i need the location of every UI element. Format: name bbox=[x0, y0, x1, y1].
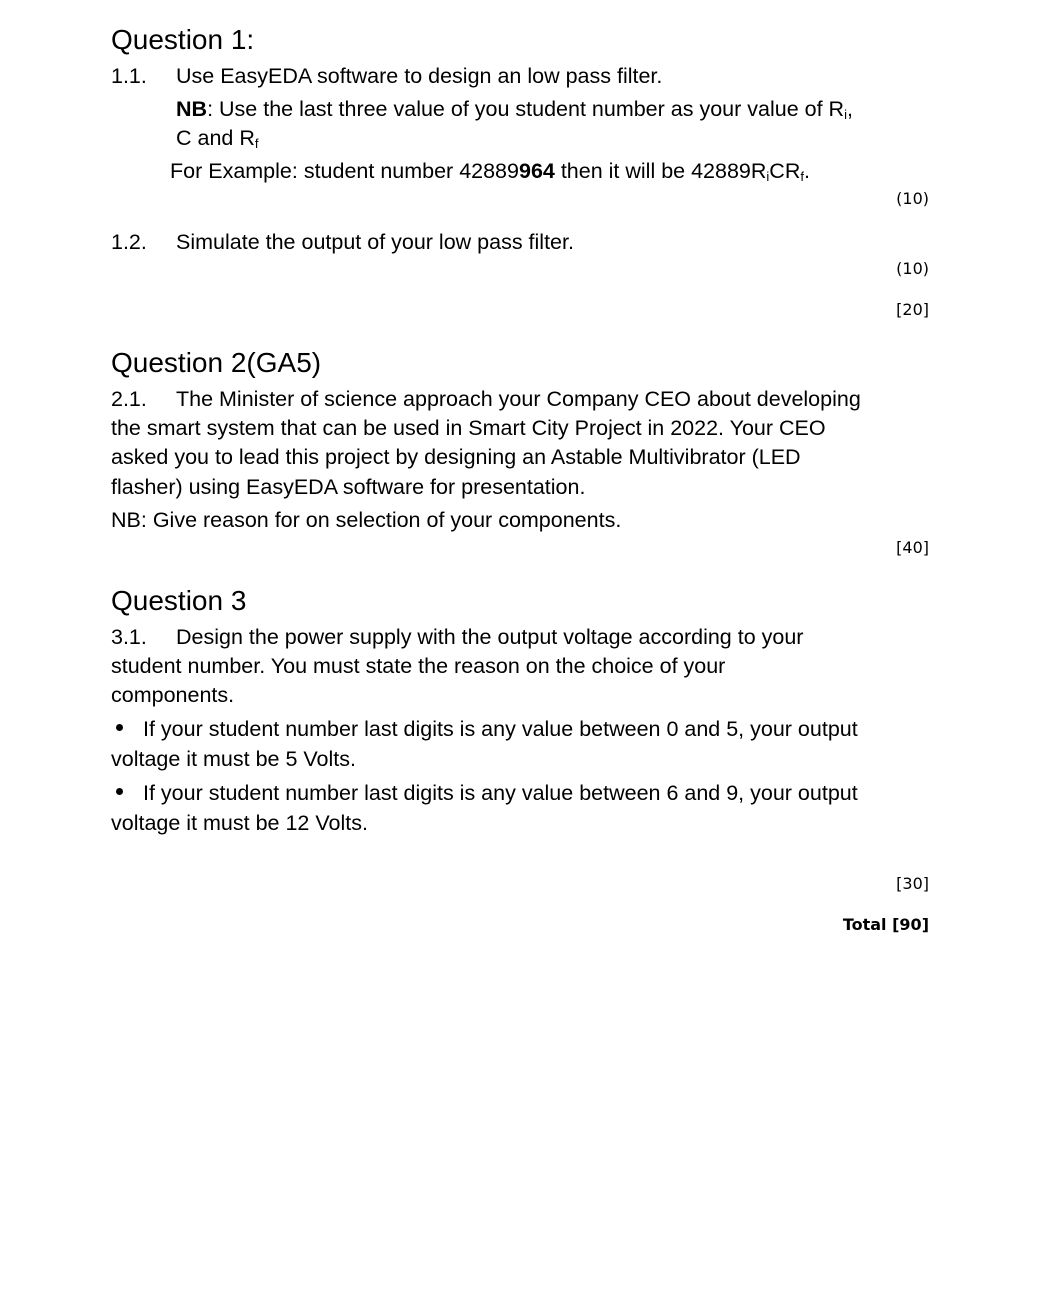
example-sub-i: i bbox=[766, 169, 770, 184]
bullet-1-line2: voltage it must be 5 Volts. bbox=[111, 747, 356, 771]
question-3-heading: Question 3 bbox=[111, 585, 247, 616]
item-1-1-text: Use EasyEDA software to design an low pass filter. bbox=[176, 64, 663, 88]
grand-total: Total [90] bbox=[842, 915, 929, 934]
question-3-total: [30] bbox=[896, 874, 929, 893]
nb-text-b: , bbox=[846, 97, 853, 121]
nb-sub-f: f bbox=[254, 136, 259, 151]
example-c: CR bbox=[769, 159, 801, 183]
example-sub-f: f bbox=[800, 169, 804, 184]
nb-text-a: : Use the last three value of you student number as your value of R bbox=[207, 97, 845, 121]
question-2-heading: Question 2(GA5) bbox=[111, 347, 322, 378]
bullet-icon bbox=[116, 788, 123, 795]
bullet-2-text: If your student number last digits is any value between 6 and 9, your output bbox=[143, 781, 858, 805]
item-3-1-line1: Design the power supply with the output voltage according to your bbox=[176, 625, 804, 649]
nb-line2-a: C and R bbox=[176, 126, 255, 150]
item-1-1-number: 1.1. bbox=[111, 64, 147, 88]
question-1-total: [20] bbox=[896, 300, 929, 319]
item-1-1-marks: (10) bbox=[896, 189, 929, 208]
item-1-1-example bbox=[170, 157, 810, 186]
example-bold-digits: 964 bbox=[518, 159, 555, 183]
item-2-1-number: 2.1. bbox=[111, 387, 147, 411]
item-1-2-number: 1.2. bbox=[111, 230, 147, 254]
item-1-2-text: Simulate the output of your low pass filter. bbox=[176, 230, 574, 254]
bullet-icon bbox=[116, 724, 123, 731]
item-2-1-line3: asked you to lead this project by designing an Astable Multivibrator (LED bbox=[111, 445, 801, 469]
bullet-1-line1 bbox=[116, 715, 858, 744]
example-d: . bbox=[803, 159, 810, 183]
item-3-1-number: 3.1. bbox=[111, 625, 147, 649]
question-2-nb: NB: Give reason for on selection of your components. bbox=[111, 508, 622, 532]
question-1-heading: Question 1: bbox=[111, 24, 255, 55]
bullet-2-line1 bbox=[116, 779, 858, 808]
bullet-1-text: If your student number last digits is any value between 0 and 5, your output bbox=[143, 717, 858, 741]
question-2-total: [40] bbox=[896, 538, 929, 557]
example-b: then it will be 42889R bbox=[554, 159, 767, 183]
item-3-1-line3: components. bbox=[111, 683, 235, 707]
item-1-1-nb-line2 bbox=[176, 124, 259, 153]
item-2-1-line1: The Minister of science approach your Company CEO about developing bbox=[176, 387, 861, 411]
item-1-1-nb-line1 bbox=[176, 95, 853, 124]
example-a: For Example: student number 42889 bbox=[170, 159, 519, 183]
item-3-1-line2: student number. You must state the reason on the choice of your bbox=[111, 654, 726, 678]
bullet-2-line2: voltage it must be 12 Volts. bbox=[111, 811, 368, 835]
item-2-1-line4: flasher) using EasyEDA software for presentation. bbox=[111, 475, 586, 499]
nb-sub-i: i bbox=[844, 107, 847, 122]
nb-label: NB bbox=[176, 97, 208, 121]
item-2-1-line2: the smart system that can be used in Smart City Project in 2022. Your CEO bbox=[111, 416, 826, 440]
item-1-2-marks: (10) bbox=[896, 259, 929, 278]
